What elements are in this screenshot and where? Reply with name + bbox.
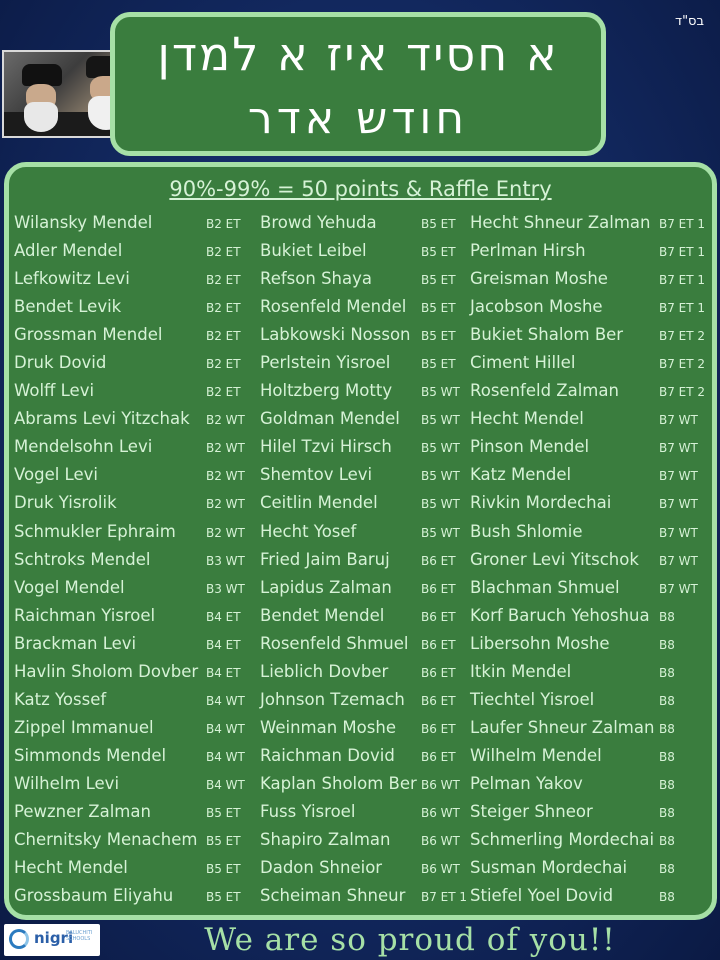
class-label: B4 ET: [206, 665, 241, 680]
student-name: Adler Mendel: [14, 241, 123, 261]
class-label: B7 WT: [659, 441, 698, 456]
honor-roll-panel: [4, 162, 717, 920]
student-name: Vogel Mendel: [14, 577, 125, 597]
class-label: B8: [659, 777, 675, 792]
student-name: Lieblich Dovber: [260, 661, 389, 681]
student-name: Libersohn Moshe: [470, 633, 610, 653]
student-name: Simmonds Mendel: [14, 745, 167, 765]
class-label: B8: [659, 609, 675, 624]
class-label: B6 WT: [421, 777, 460, 792]
class-label: B8: [659, 834, 675, 849]
student-name: Susman Mordechai: [470, 858, 628, 878]
class-label: B6 WT: [421, 834, 460, 849]
class-label: B8: [659, 693, 675, 708]
class-label: B5 WT: [421, 525, 460, 540]
student-name: Korf Baruch Yehoshua: [470, 605, 650, 625]
student-name: Lefkowitz Levi: [14, 269, 130, 289]
class-label: B6 ET: [421, 553, 456, 568]
student-name: Groner Levi Yitschok: [470, 549, 639, 569]
class-label: B4 WT: [206, 749, 245, 764]
student-name: Ciment Hillel: [470, 353, 576, 373]
class-label: B7 WT: [659, 413, 698, 428]
student-name: Druk Dovid: [14, 353, 107, 373]
class-label: B2 ET: [206, 217, 241, 231]
class-label: B6 ET: [421, 721, 456, 736]
student-name: Schtroks Mendel: [14, 549, 151, 569]
student-name: Fried Jaim Baruj: [260, 549, 390, 569]
nigri-logo-icon: [9, 929, 29, 949]
student-name: Blachman Shmuel: [470, 577, 620, 597]
class-label: B5 ET: [206, 890, 241, 905]
class-label: B7 WT: [659, 553, 698, 568]
class-label: B6 WT: [421, 805, 460, 820]
class-label: B6 ET: [421, 749, 456, 764]
class-label: B6 WT: [421, 862, 460, 877]
student-name: Hecht Mendel: [14, 858, 128, 878]
student-name: Katz Yossef: [14, 689, 107, 709]
student-name: Hecht Shneur Zalman: [470, 213, 651, 232]
student-name: Vogel Levi: [14, 465, 98, 485]
class-label: B4 WT: [206, 777, 245, 792]
student-name: Chernitsky Menachem: [14, 830, 198, 850]
student-name: Rosenfeld Zalman: [470, 381, 619, 401]
class-label: B5 ET: [206, 805, 241, 820]
student-name: Scheiman Shneur: [260, 886, 406, 906]
class-label: B5 ET: [421, 357, 456, 372]
class-label: B2 ET: [206, 329, 241, 344]
class-label: B6 ET: [421, 693, 456, 708]
class-label: B3 WT: [206, 581, 245, 596]
class-label: B7 WT: [659, 497, 698, 512]
student-name: Perlstein Yisroel: [260, 353, 391, 373]
student-name: Laufer Shneur Zalman: [470, 717, 655, 737]
class-label: B5 ET: [421, 329, 456, 344]
class-label: B7 ET 2: [659, 357, 706, 372]
student-name: Grossbaum Eliyahu: [14, 886, 174, 906]
student-name: Steiger Shneor: [470, 801, 593, 821]
student-name: Kaplan Sholom Ber: [260, 773, 417, 793]
class-label: B4 WT: [206, 721, 245, 736]
student-name: Shapiro Zalman: [260, 830, 391, 850]
student-name: Bendet Mendel: [260, 605, 385, 625]
class-label: B2 ET: [206, 245, 241, 260]
class-label: B2 ET: [206, 357, 241, 372]
class-label: B7 ET 1: [659, 245, 706, 260]
class-label: B5 ET: [206, 834, 241, 849]
class-label: B7 ET 1: [659, 301, 706, 316]
class-label: B2 WT: [206, 525, 245, 540]
class-label: B6 ET: [421, 581, 456, 596]
student-name: Wilhelm Mendel: [470, 745, 602, 765]
student-name: Abrams Levi Yitzchak: [14, 409, 190, 429]
class-label: B8: [659, 637, 675, 652]
class-label: B5 ET: [421, 245, 456, 260]
class-label: B7 ET 1: [659, 217, 706, 231]
student-name: Katz Mendel: [470, 465, 572, 485]
bsd-header: בס"ד: [674, 14, 704, 29]
class-label: B2 WT: [206, 441, 245, 456]
student-name: Lapidus Zalman: [260, 577, 392, 597]
class-label: B7 WT: [659, 525, 698, 540]
student-name: Itkin Mendel: [470, 661, 572, 681]
class-label: B8: [659, 805, 675, 820]
student-name: Goldman Mendel: [260, 409, 400, 429]
student-name: Raichman Yisroel: [14, 605, 156, 625]
class-label: B3 WT: [206, 553, 245, 568]
class-label: B7 ET 2: [659, 329, 706, 344]
class-label: B7 ET 1: [659, 273, 706, 288]
student-name: Stiefel Yoel Dovid: [470, 886, 614, 906]
class-label: B5 ET: [421, 273, 456, 288]
student-name: Labkowski Nosson: [260, 325, 411, 345]
class-label: B6 ET: [421, 637, 456, 652]
class-label: B5 WT: [421, 469, 460, 484]
footer-message: We are so proud of you!!: [204, 922, 616, 958]
class-label: B2 WT: [206, 413, 245, 428]
student-name: Mendelsohn Levi: [14, 437, 153, 457]
student-name: Brackman Levi: [14, 633, 137, 653]
student-name: Jacobson Moshe: [470, 297, 603, 317]
student-name: Dadon Shneior: [260, 858, 383, 878]
student-name: Pelman Yakov: [470, 773, 583, 793]
student-name: Shemtov Levi: [260, 465, 373, 485]
student-name: Schmerling Mordechai: [470, 830, 655, 850]
class-label: B2 WT: [206, 497, 245, 512]
logo-tagline: BALUCHITI SCHOOLS: [66, 930, 93, 942]
student-name: Pewzner Zalman: [14, 801, 151, 821]
student-name: Schmukler Ephraim: [14, 521, 176, 541]
class-label: B6 ET: [421, 665, 456, 680]
student-name: Ceitlin Mendel: [260, 493, 378, 513]
student-name: Hecht Mendel: [470, 409, 584, 429]
class-label: B5 ET: [421, 301, 456, 316]
class-label: B8: [659, 749, 675, 764]
class-label: B4 ET: [206, 637, 241, 652]
title-line-2: חודש אדר: [247, 93, 469, 144]
student-name: Weinman Moshe: [260, 717, 396, 737]
class-label: B4 WT: [206, 693, 245, 708]
class-label: B2 WT: [206, 469, 245, 484]
class-label: B8: [659, 665, 675, 680]
student-name: Browd Yehuda: [260, 213, 377, 232]
student-name: Fuss Yisroel: [260, 801, 356, 821]
class-label: B8: [659, 862, 675, 877]
student-name: Rosenfeld Mendel: [260, 297, 407, 317]
student-name: Grossman Mendel: [14, 325, 163, 345]
student-name: Tiechtel Yisroel: [470, 689, 595, 709]
student-name: Johnson Tzemach: [260, 689, 405, 709]
nigri-logo: [4, 924, 100, 956]
student-name: Druk Yisrolik: [14, 493, 117, 513]
class-label: B5 ET: [421, 217, 456, 231]
class-label: B2 ET: [206, 273, 241, 288]
student-name: Pinson Mendel: [470, 437, 590, 457]
class-label: B2 ET: [206, 385, 241, 400]
class-label: B5 ET: [206, 862, 241, 877]
student-name: Hilel Tzvi Hirsch: [260, 437, 392, 457]
title-banner: [110, 12, 606, 156]
student-name: Havlin Sholom Dovber: [14, 661, 199, 681]
class-label: B8: [659, 890, 675, 905]
class-label: B5 WT: [421, 413, 460, 428]
student-name: Greisman Moshe: [470, 269, 608, 289]
class-label: B5 WT: [421, 497, 460, 512]
class-label: B7 ET 1: [421, 890, 468, 905]
class-label: B7 WT: [659, 469, 698, 484]
student-name: Bush Shlomie: [470, 521, 583, 541]
student-name: Wolff Levi: [14, 381, 95, 401]
student-name: Raichman Dovid: [260, 745, 395, 765]
title-line-1: א חסיד איז א למדן: [157, 27, 559, 81]
class-label: B6 ET: [421, 609, 456, 624]
student-name: Bendet Levik: [14, 297, 122, 317]
class-label: B4 ET: [206, 609, 241, 624]
student-name: Bukiet Shalom Ber: [470, 325, 624, 345]
section-heading: 90%-99% = 50 points & Raffle Entry: [169, 177, 552, 201]
student-name: Hecht Yosef: [260, 521, 357, 541]
class-label: B8: [659, 721, 675, 736]
student-name: Wilansky Mendel: [14, 213, 153, 232]
student-name: Zippel Immanuel: [14, 717, 154, 737]
logo-name: nigri: [34, 929, 74, 947]
student-name: Rivkin Mordechai: [470, 493, 612, 513]
student-name: Wilhelm Levi: [14, 773, 120, 793]
class-label: B5 WT: [421, 385, 460, 400]
student-name: Holtzberg Motty: [260, 381, 393, 401]
class-label: B7 ET 2: [659, 385, 706, 400]
student-name: Bukiet Leibel: [260, 241, 367, 261]
class-label: B7 WT: [659, 581, 698, 596]
student-name: Rosenfeld Shmuel: [260, 633, 409, 653]
class-label: B2 ET: [206, 301, 241, 316]
class-label: B5 WT: [421, 441, 460, 456]
student-name: Perlman Hirsh: [470, 241, 586, 261]
student-name: Refson Shaya: [260, 269, 372, 289]
